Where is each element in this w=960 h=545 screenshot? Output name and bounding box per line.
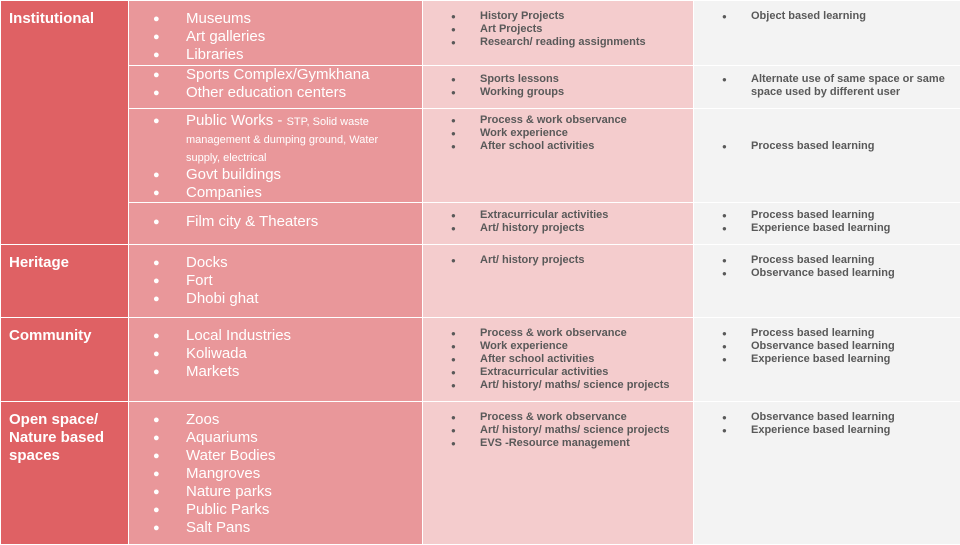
learning-cell bbox=[694, 109, 960, 203]
list-item: ● Research/ reading assignments bbox=[423, 36, 693, 49]
list-item: ● Aquariums bbox=[129, 429, 422, 447]
learning-cell bbox=[694, 1, 960, 66]
table-row bbox=[1, 203, 960, 245]
places-cell bbox=[129, 203, 423, 245]
activities-list bbox=[423, 245, 693, 267]
activities-list bbox=[423, 318, 693, 392]
places-cell bbox=[129, 109, 423, 203]
list-item: ● Experience based learning bbox=[694, 222, 960, 235]
list-item: ● Process based learning bbox=[694, 327, 960, 340]
learning-list bbox=[694, 66, 960, 99]
list-item: ● Process based learning bbox=[694, 140, 960, 153]
list-item: ● Extracurricular activities bbox=[423, 209, 693, 222]
learning-cell bbox=[694, 66, 960, 109]
list-item: ● Art/ history/ maths/ science projects bbox=[423, 379, 693, 392]
places-list bbox=[129, 203, 422, 231]
activities-list bbox=[423, 109, 693, 153]
list-item: ● Sports lessons bbox=[423, 73, 693, 86]
list-item: ● Work experience bbox=[423, 127, 693, 140]
activities-cell bbox=[423, 402, 694, 545]
list-item: ● Companies bbox=[129, 184, 422, 202]
list-item: ● Nature parks bbox=[129, 483, 422, 501]
category-heritage: Heritage bbox=[1, 245, 129, 318]
list-item: ● Process based learning bbox=[694, 254, 960, 267]
category-institutional: Institutional bbox=[1, 1, 129, 245]
list-item: ● Salt Pans bbox=[129, 519, 422, 537]
list-item: ● After school activities bbox=[423, 140, 693, 153]
category-community: Community bbox=[1, 318, 129, 402]
learning-list bbox=[694, 1, 960, 23]
list-item: ● Art galleries bbox=[129, 28, 422, 46]
list-item: ● Water Bodies bbox=[129, 447, 422, 465]
activities-list bbox=[423, 1, 693, 49]
list-item: ● Extracurricular activities bbox=[423, 366, 693, 379]
list-item: ● Museums bbox=[129, 10, 422, 28]
list-item: ● Process & work observance bbox=[423, 411, 693, 424]
learning-cell bbox=[694, 318, 960, 402]
places-cell bbox=[129, 245, 423, 318]
activities-cell bbox=[423, 1, 694, 66]
list-item: ● Working groups bbox=[423, 86, 693, 99]
places-cell bbox=[129, 402, 423, 545]
learning-list bbox=[694, 402, 960, 437]
places-cell bbox=[129, 1, 423, 66]
list-item: ● Mangroves bbox=[129, 465, 422, 483]
activities-cell bbox=[423, 66, 694, 109]
places-list bbox=[129, 318, 422, 381]
table-row bbox=[1, 1, 960, 66]
list-item: ● Art/ history/ maths/ science projects bbox=[423, 424, 693, 437]
table-row bbox=[1, 245, 960, 318]
list-item: ● Markets bbox=[129, 363, 422, 381]
public-works-label: Public Works - bbox=[186, 112, 287, 129]
list-item: ● Experience based learning bbox=[694, 424, 960, 437]
list-item: ● Local Industries bbox=[129, 327, 422, 345]
list-item: ● Work experience bbox=[423, 340, 693, 353]
list-item: ● Process & work observance bbox=[423, 114, 693, 127]
list-item: ● Observance based learning bbox=[694, 340, 960, 353]
list-item: ● Observance based learning bbox=[694, 411, 960, 424]
learning-cell bbox=[694, 245, 960, 318]
list-item: ● Film city & Theaters bbox=[129, 213, 422, 231]
list-item: ● After school activities bbox=[423, 353, 693, 366]
list-item: ● EVS -Resource management bbox=[423, 437, 693, 450]
learning-cell bbox=[694, 402, 960, 545]
activities-cell bbox=[423, 318, 694, 402]
activities-list bbox=[423, 66, 693, 99]
places-list bbox=[129, 245, 422, 308]
table-row bbox=[1, 318, 960, 402]
list-item: ● Dhobi ghat bbox=[129, 290, 422, 308]
learning-list bbox=[694, 109, 960, 153]
list-item: ● Art Projects bbox=[423, 23, 693, 36]
places-list bbox=[129, 1, 422, 64]
list-item: ● Koliwada bbox=[129, 345, 422, 363]
activities-list bbox=[423, 203, 693, 235]
list-item: ● Process & work observance bbox=[423, 327, 693, 340]
public-works-detail: STP, Solid waste management & dumping ground, Water supply, electrical bbox=[186, 116, 378, 164]
activities-cell bbox=[423, 245, 694, 318]
learning-cell bbox=[694, 203, 960, 245]
list-item: ● History Projects bbox=[423, 10, 693, 23]
places-list bbox=[129, 109, 422, 166]
list-item: ● Observance based learning bbox=[694, 267, 960, 280]
list-item: ● Art/ history projects bbox=[423, 222, 693, 235]
activities-cell bbox=[423, 109, 694, 203]
activities-cell bbox=[423, 203, 694, 245]
table-row bbox=[1, 66, 960, 109]
list-item: ● Object based learning bbox=[694, 10, 960, 23]
list-item: ● Docks bbox=[129, 254, 422, 272]
places-cell bbox=[129, 318, 423, 402]
learning-list bbox=[694, 203, 960, 235]
places-cell bbox=[129, 66, 423, 109]
activities-list bbox=[423, 402, 693, 450]
learning-list bbox=[694, 245, 960, 280]
list-item: ● Zoos bbox=[129, 411, 422, 429]
list-item: ● Fort bbox=[129, 272, 422, 290]
list-item: ● Public Parks bbox=[129, 501, 422, 519]
list-item bbox=[129, 112, 422, 166]
list-item: ● Process based learning bbox=[694, 209, 960, 222]
list-item: ● Sports Complex/Gymkhana bbox=[129, 66, 422, 84]
places-list bbox=[129, 402, 422, 537]
places-list bbox=[129, 166, 422, 202]
list-item: ● Art/ history projects bbox=[423, 254, 693, 267]
learning-list bbox=[694, 318, 960, 366]
table-row bbox=[1, 402, 960, 545]
list-item: ● Libraries bbox=[129, 46, 422, 64]
category-open-space: Open space/ Nature based spaces bbox=[1, 402, 129, 545]
table-row bbox=[1, 109, 960, 203]
list-item: ● Govt buildings bbox=[129, 166, 422, 184]
list-item: ● Experience based learning bbox=[694, 353, 960, 366]
list-item: ● Other education centers bbox=[129, 84, 422, 102]
places-list bbox=[129, 66, 422, 102]
list-item: ● Alternate use of same space or same space used by different user bbox=[694, 73, 960, 99]
